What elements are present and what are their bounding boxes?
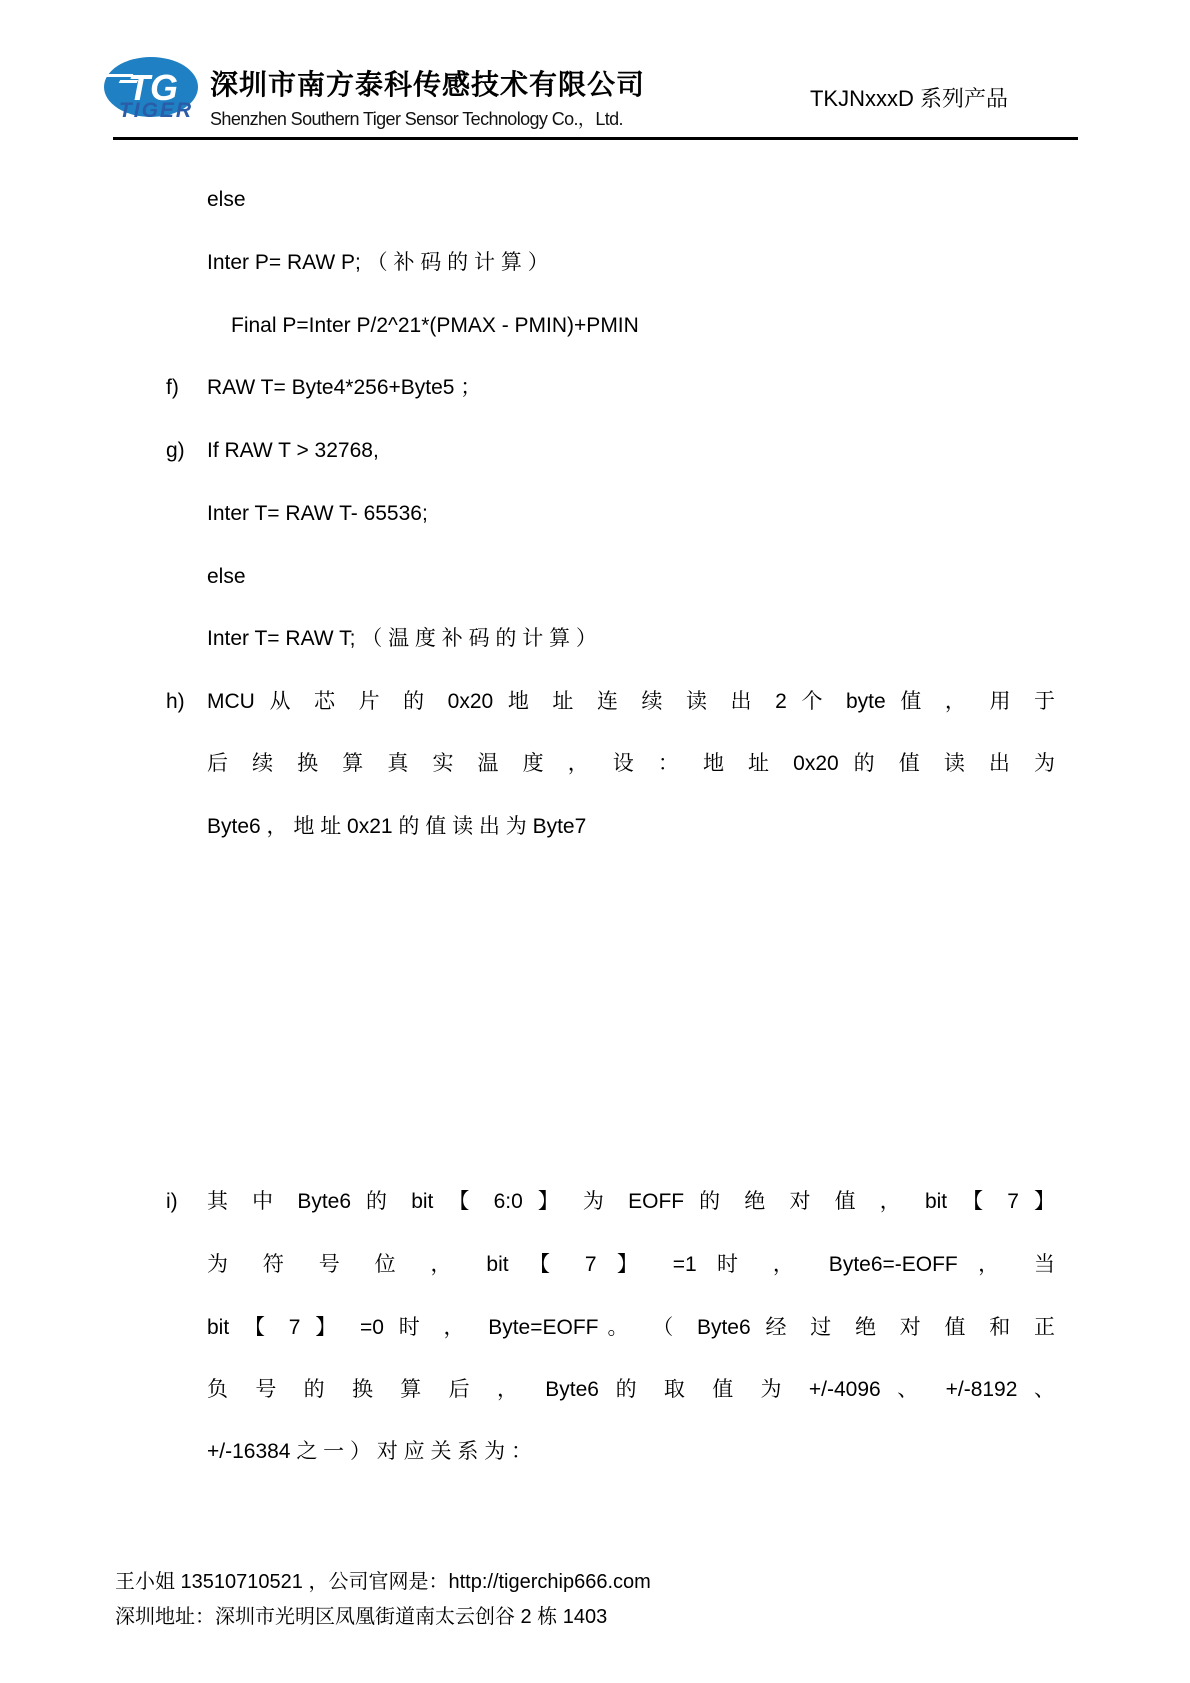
document-line: Final P=Inter P/2^21*(PMAX - PMIN)+PMIN <box>231 314 639 337</box>
company-name-cn: 深圳市南方泰科传感技术有限公司 <box>210 69 646 100</box>
list-marker-g: g) <box>166 439 185 462</box>
document-line: Inter T= RAW T; （ 温 度 补 码 的 计 算 ） <box>207 627 597 650</box>
document-line: Inter T= RAW T- 65536; <box>207 502 428 525</box>
document-line: Byte6 ， 地 址 0x21 的 值 读 出 为 Byte7 <box>207 815 587 838</box>
document-line: MCU 从 芯 片 的 0x20 地 址 连 续 读 出 2 个 byte 值 ， 用 于 <box>207 690 1055 713</box>
list-marker-h: h) <box>166 690 185 713</box>
document-line: else <box>207 188 246 211</box>
list-marker-i: i) <box>166 1190 178 1213</box>
document-line: bit 【 7 】 =0 时 ， Byte=EOFF。 （ Byte6 经 过 绝 对 值 和 正 <box>207 1316 1055 1339</box>
document-line: RAW T= Byte4*256+Byte5 ； <box>207 376 482 399</box>
document-line: If RAW T > 32768, <box>207 439 379 462</box>
footer-contact-line: 王小姐 13510710521 ，公司官网是：http://tigerchip666.com <box>115 1571 651 1593</box>
company-name-en: Shenzhen Southern Tiger Sensor Technology Co.，Ltd. <box>210 109 623 129</box>
header-divider <box>113 137 1078 140</box>
document-line: Inter P= RAW P; （ 补 码 的 计 算 ） <box>207 251 549 274</box>
footer-address-line: 深圳地址：深圳市光明区凤凰街道南太云创谷 2 栋 1403 <box>115 1606 608 1628</box>
document-line: 为 符 号 位 ， bit 【 7 】 =1 时 ， Byte6=-EOFF ， 当 <box>207 1253 1055 1276</box>
product-series-label: TKJNxxxD 系列产品 <box>809 86 1008 111</box>
logo-wordmark: TIGER <box>118 99 194 122</box>
document-line: 其 中 Byte6 的 bit 【 6:0 】 为 EOFF 的 绝 对 值 ， bit 【 7 】 <box>207 1190 1055 1213</box>
document-line: +/-16384 之 一 ） 对 应 关 系 为 ： <box>207 1440 532 1463</box>
document-line: else <box>207 565 246 588</box>
list-marker-f: f) <box>166 376 179 399</box>
document-line: 负 号 的 换 算 后 ， Byte6 的 取 值 为 +/-4096 、 +/-8192 、 <box>207 1378 1055 1401</box>
svg-text:TG: TG <box>128 67 178 108</box>
document-line: 后 续 换 算 真 实 温 度 ， 设 ： 地 址 0x20 的 值 读 出 为 <box>207 752 1055 775</box>
